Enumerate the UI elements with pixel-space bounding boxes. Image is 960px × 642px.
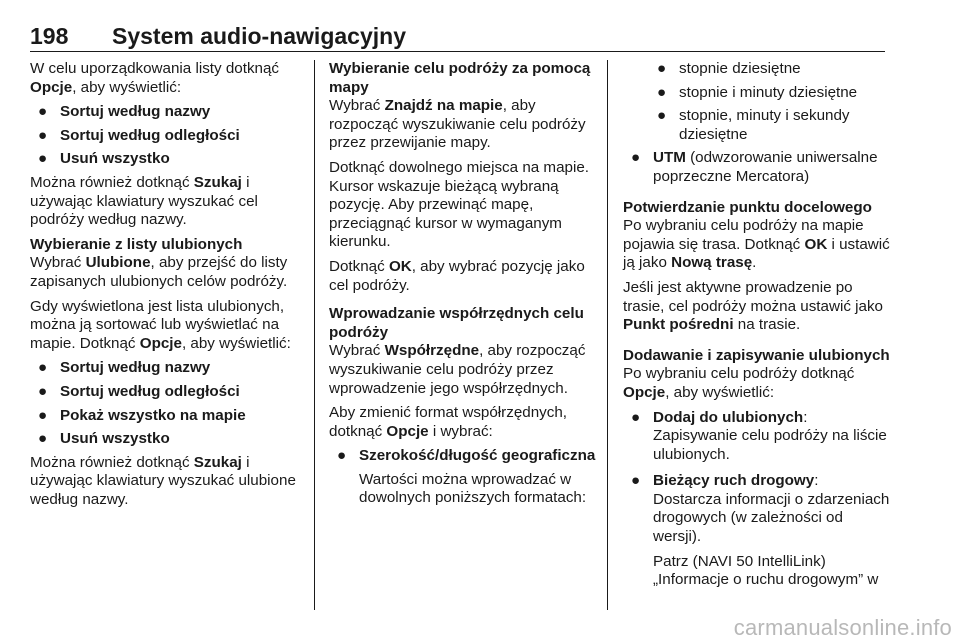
confirm-paragraph: Po wybraniu celu podróży na mapie pojawia się trasa. Dotknąć OK i ustawić ją jako Nową trasę. <box>623 217 890 272</box>
sort-options-list <box>30 103 302 169</box>
touch-paragraph: Dotknąć dowolnego miejsca na mapie. Kursor wskazuje bieżącą wybraną pozycję. Aby przewinąć mapę, przeciągnąć kursor w wymaganym kierunku. <box>329 158 590 251</box>
list-item: ● Pokaż wszystko na mapie <box>38 406 246 424</box>
active-guidance-paragraph: Jeśli jest aktywne prowadzenie po trasie, cel podróży można ustawić jako Punkt pośredni na trasie. <box>623 278 883 334</box>
bullet-icon: ● <box>631 408 641 426</box>
column-divider-2 <box>607 60 608 610</box>
bullet-icon: ● <box>38 150 48 168</box>
bullet-icon: ● <box>38 103 48 121</box>
add-options-list <box>623 409 893 590</box>
list-item: ● Usuń wszystko <box>38 150 170 168</box>
bullet-icon: ● <box>657 107 667 125</box>
search-paragraph: Można również dotknąć Szukaj i używając klawiatury wyszukać cel podróży według nazwy. <box>30 173 258 229</box>
bullet-icon: ● <box>337 447 347 465</box>
ok-paragraph: Dotknąć OK, aby wybrać pozycję jako cel podróży. <box>329 257 585 294</box>
list-item: ● Sortuj według odległości <box>38 126 240 144</box>
column-3 <box>623 60 893 595</box>
column-1 <box>30 60 302 515</box>
bullet-icon: ● <box>657 83 667 101</box>
coordinates-paragraph: Wybrać Współrzędne, aby rozpocząć wyszukiwanie celu podróży przez wprowadzenie jego współrzędnych. <box>329 342 586 397</box>
subheading-coordinates: Wprowadzanie współrzędnych celu podróży <box>329 305 584 341</box>
list-item: ● Sortuj według nazwy <box>38 359 211 377</box>
search-favourites-paragraph: Można również dotknąć Szukaj i używając klawiatury wyszukać ulubione według nazwy. <box>30 453 296 508</box>
list-item: ● stopnie dziesiętne <box>657 60 801 77</box>
bullet-icon: ● <box>657 60 667 77</box>
header-rule <box>30 51 885 52</box>
bullet-icon: ● <box>631 149 641 167</box>
column-divider-1 <box>314 60 315 610</box>
watermark: carmanualsonline.info <box>733 615 952 640</box>
subheading-map: Wybieranie celu podróży za pomocą mapy <box>329 60 591 96</box>
sort-paragraph: Gdy wyświetlona jest lista ulubionych, można ją sortować lub wyświetlać na mapie. Dotknąć Opcje, aby wyświetlić: <box>30 297 291 352</box>
bullet-icon: ● <box>38 430 48 448</box>
list-item: ● Sortuj według odległości <box>38 382 240 400</box>
list-item: ● stopnie, minuty i sekundy dziesiętne <box>657 107 850 143</box>
geo-formats-paragraph: Wartości można wprowadzać w dowolnych poniższych formatach: <box>359 470 587 507</box>
subheading-confirm: Potwierdzanie punktu docelowego <box>623 198 872 216</box>
page-number: 198 <box>30 23 69 49</box>
list-item: ● Dodaj do ulubionych: Zapisywanie celu podróży na liście ulubionych. <box>631 408 887 463</box>
bullet-icon: ● <box>38 126 48 144</box>
add-paragraph: Po wybraniu celu podróży dotknąć Opcje, aby wyświetlić: <box>623 365 855 401</box>
list-item: ● Sortuj według nazwy <box>38 103 211 121</box>
bullet-icon: ● <box>38 359 48 377</box>
map-paragraph: Wybrać Znajdź na mapie, aby rozpocząć wyszukiwanie celu podróży przez przewijanie mapy. <box>329 97 586 152</box>
favourites-paragraph: Wybrać Ulubione, aby przejść do listy zapisanych ulubionych celów podróży. <box>30 254 288 290</box>
utm-list <box>623 149 893 186</box>
coordinate-format-list <box>329 447 597 466</box>
intro-paragraph: W celu uporządkowania listy dotknąć Opcje, aby wyświetlić: <box>30 60 280 96</box>
section-title: System audio-nawigacyjny <box>112 23 406 49</box>
bullet-icon: ● <box>38 406 48 424</box>
list-item: ● stopnie i minuty dziesiętne <box>657 83 858 101</box>
decimal-format-list <box>623 60 893 144</box>
list-item: ● Szerokość/długość geograficzna <box>337 447 596 465</box>
page-header <box>30 23 930 53</box>
subheading-add-favourites: Dodawanie i zapisywanie ulubionych <box>623 346 890 364</box>
favourites-options-list <box>30 359 302 448</box>
list-item: ● Bieżący ruch drogowy: Dostarcza informacji o zdarzeniach drogowych (w zależności od wersji). Patrz (NAVI 50 IntelliLink) „Informacje o ruchu drogowym” w <box>631 472 890 589</box>
bullet-icon: ● <box>631 472 641 490</box>
list-item: ● UTM (odwzorowanie uniwersalne poprzeczne Mercatora) <box>631 149 878 185</box>
list-item: ● Usuń wszystko <box>38 430 170 448</box>
format-paragraph: Aby zmienić format współrzędnych, dotknąć Opcje i wybrać: <box>329 404 568 440</box>
column-2 <box>329 60 597 514</box>
subheading-favourites: Wybieranie z listy ulubionych <box>30 235 243 253</box>
bullet-icon: ● <box>38 382 48 400</box>
